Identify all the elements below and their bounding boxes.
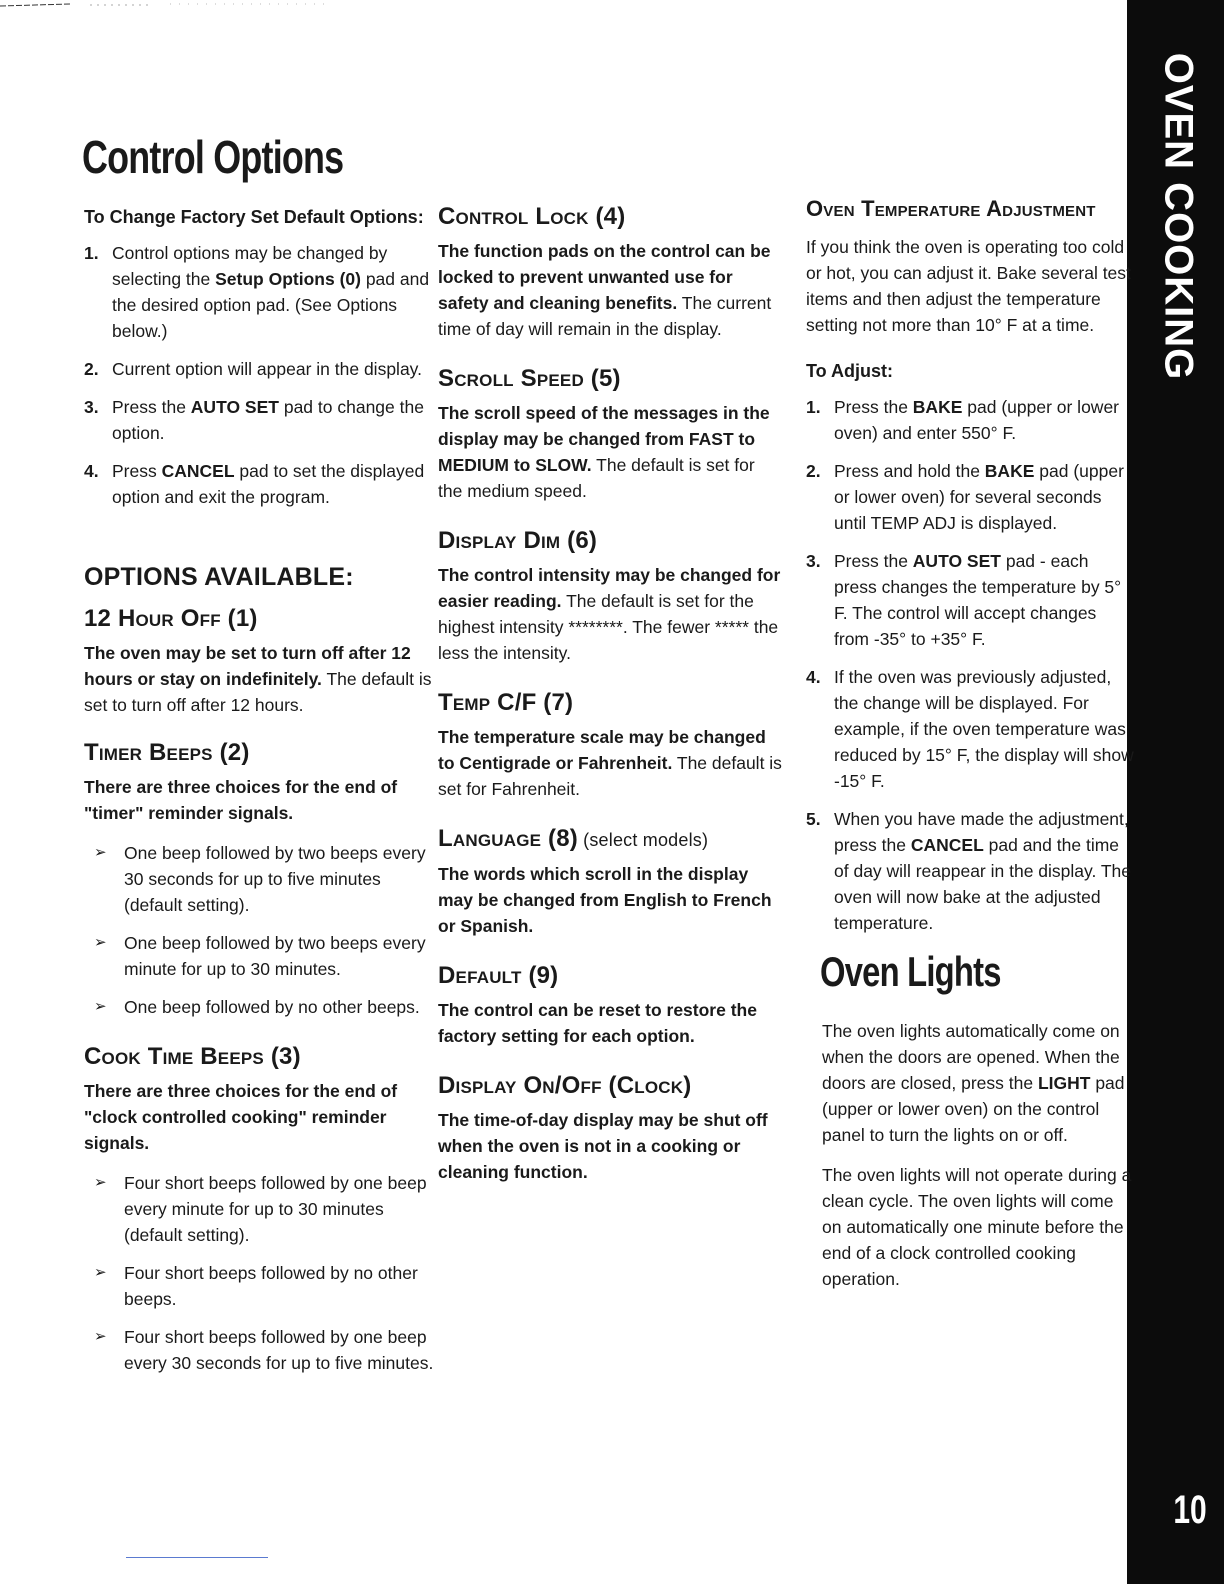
factory-defaults-subheading: To Change Factory Set Default Options: bbox=[84, 207, 424, 227]
temp-cf-heading: Temp C/F (7) bbox=[438, 689, 574, 716]
hour-off-heading: 12 Hour Off (1) bbox=[84, 605, 258, 632]
list-item: 2. Current option will appear in the display. bbox=[84, 359, 422, 379]
list-item: 3. Press the AUTO SET pad to change the option. bbox=[84, 397, 424, 443]
list-item: 1. Control options may be changed by selecting the Setup Options (0) pad and the desired option pad. (See Options below.) bbox=[84, 243, 430, 341]
footer-rule bbox=[126, 1557, 268, 1558]
temp-cf-text: The temperature scale may be changed to Centigrade or Fahrenheit. The default is set for Fahrenheit. bbox=[438, 727, 782, 799]
language-text: The words which scroll in the display may be changed from English to French or Spanish. bbox=[438, 864, 772, 936]
list-item: ➢ Four short beeps followed by one beep every minute for up to 30 minutes (default setting). bbox=[84, 1170, 434, 1248]
cook-time-beeps-heading: Cook Time Beeps (3) bbox=[84, 1043, 301, 1070]
scroll-speed-heading: Scroll Speed (5) bbox=[438, 365, 621, 392]
list-item: 3. Press the AUTO SET pad - each press changes the temperature by 5° F. The control will accept changes from -35° to +35° F. bbox=[806, 551, 1122, 649]
arrow-bullet-icon: ➢ bbox=[94, 998, 107, 1015]
list-item: ➢ One beep followed by two beeps every minute for up to 30 minutes. bbox=[84, 930, 434, 982]
control-lock-heading: Control Lock (4) bbox=[438, 203, 626, 230]
arrow-bullet-icon: ➢ bbox=[94, 1264, 107, 1281]
display-onoff-heading: Display On/Off (Clock) bbox=[438, 1072, 692, 1099]
list-item: 4. If the oven was previously adjusted, the change will be displayed. For example, if the oven temperature was reduced by 15° F, the display will show -15° F. bbox=[806, 667, 1134, 791]
timer-beeps-list bbox=[84, 840, 434, 1020]
section-tab-label: OVEN COOKING bbox=[1156, 52, 1201, 380]
language-heading: Language (8) (select models) bbox=[438, 825, 709, 852]
cook-time-beeps-lead: There are three choices for the end of "clock controlled cooking" reminder signals. bbox=[84, 1081, 398, 1153]
oven-lights-text-1: The oven lights automatically come on when the doors are opened. When the doors are closed, press the LIGHT pad (upper or lower oven) on the control panel to turn the lights on or off. bbox=[822, 1021, 1125, 1145]
page-title: Control Options bbox=[82, 131, 344, 183]
oven-lights-text-2: The oven lights will not operate during a clean cycle. The oven lights will come on automatically one minute before the end of a clock controlled cooking operation. bbox=[822, 1165, 1132, 1289]
default-text: The control can be reset to restore the factory setting for each option. bbox=[438, 1000, 757, 1046]
list-item: ➢ One beep followed by no other beeps. bbox=[84, 994, 434, 1020]
arrow-bullet-icon: ➢ bbox=[94, 844, 107, 861]
display-onoff-text: The time-of-day display may be shut off when the oven is not in a cooking or cleaning function. bbox=[438, 1110, 768, 1182]
list-item: 1. Press the BAKE pad (upper or lower oven) and enter 550° F. bbox=[806, 397, 1120, 443]
column-3 bbox=[806, 196, 1136, 948]
column-1 bbox=[84, 204, 434, 1388]
list-item: 4. Press CANCEL pad to set the displayed option and exit the program. bbox=[84, 461, 425, 507]
oven-lights-title: Oven Lights bbox=[820, 948, 1001, 995]
cook-time-beeps-list bbox=[84, 1170, 434, 1376]
arrow-bullet-icon: ➢ bbox=[94, 934, 107, 951]
hour-off-text: The oven may be set to turn off after 12 hours or stay on indefinitely. The default is set to turn off after 12 hours. bbox=[84, 643, 432, 715]
to-adjust-subheading: To Adjust: bbox=[806, 361, 893, 381]
list-item: ➢ Four short beeps followed by no other beeps. bbox=[84, 1260, 434, 1312]
display-dim-text: The control intensity may be changed for easier reading. The default is set for the highest intensity ********. The fewer ***** the less the intensity. bbox=[438, 565, 781, 663]
oven-temp-adjustment-text: If you think the oven is operating too cold or hot, you can adjust it. Bake several test items and then adjust the temperature setting not more than 10° F at a time. bbox=[806, 237, 1131, 335]
list-item: ➢ One beep followed by two beeps every 30 seconds for up to five minutes (default setting). bbox=[84, 840, 434, 918]
oven-lights-body bbox=[822, 1018, 1136, 1306]
display-dim-heading: Display Dim (6) bbox=[438, 527, 598, 554]
list-item: 5. When you have made the adjustment, press the CANCEL pad and the time of day will reappear in the display. The oven will now bake at the adjusted temperature. bbox=[806, 809, 1132, 933]
control-lock-text: The function pads on the control can be locked to prevent unwanted use for safety and cleaning benefits. The current time of day will remain in the display. bbox=[438, 241, 772, 339]
oven-temp-adjustment-heading: Oven Temperature Adjustment bbox=[806, 196, 1096, 221]
options-available-heading: OPTIONS AVAILABLE: bbox=[84, 563, 354, 591]
setup-steps bbox=[84, 240, 434, 510]
page-number: 10 bbox=[1173, 1488, 1207, 1532]
adjust-steps bbox=[806, 394, 1136, 936]
list-item: 2. Press and hold the BAKE pad (upper or lower oven) for several seconds until TEMP ADJ is displayed. bbox=[806, 461, 1124, 533]
timer-beeps-heading: Timer Beeps (2) bbox=[84, 739, 250, 766]
arrow-bullet-icon: ➢ bbox=[94, 1328, 107, 1345]
arrow-bullet-icon: ➢ bbox=[94, 1174, 107, 1191]
scroll-speed-text: The scroll speed of the messages in the display may be changed from FAST to MEDIUM to SLOW. The default is set for the medium speed. bbox=[438, 403, 770, 501]
column-2 bbox=[438, 204, 783, 1199]
timer-beeps-lead: There are three choices for the end of "timer" reminder signals. bbox=[84, 777, 398, 823]
scan-noise bbox=[0, 0, 420, 10]
default-heading: Default (9) bbox=[438, 962, 559, 989]
list-item: ➢ Four short beeps followed by one beep every 30 seconds for up to five minutes. bbox=[84, 1324, 434, 1376]
